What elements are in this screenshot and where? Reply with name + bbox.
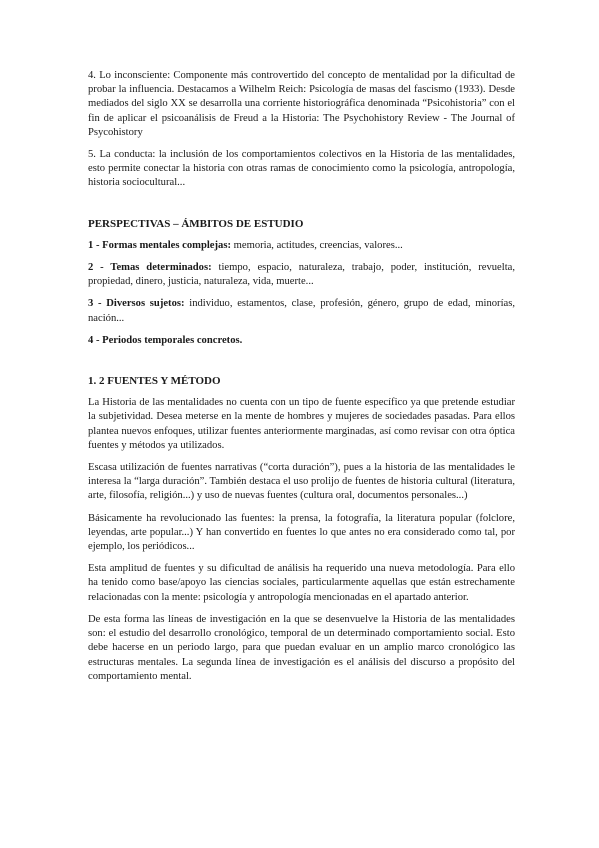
paragraph-fuentes-1: La Historia de las mentalidades no cuenta con un tipo de fuente específico ya que pretende estudiar la subjetividad. Desea meterse en la mente de hombres y mujeres de sociedades pasadas. Para ellos plantea nuevos enfoques, utilizar fuentes anteriormente marginadas, así como revisar con otra óptica fuentes y métodos ya utilizados.	[88, 397, 515, 451]
paragraph-inconsciente: 4. Lo inconsciente: Componente más controvertido del concepto de mentalidad por la dificultad de probar la influencia. Destacamos a Wilhelm Reich: Psicología de masas del fascismo (1933). Desde mediados del siglo XX se desarrolla una corriente historiográfica denominada “Psicohistoria” con el fin de aplicar el psicoanálisis de Freud a la Historia: The Psychohistory Review - The Journal of Psycohistory	[88, 70, 515, 138]
perspectiva-item-1	[88, 239, 515, 253]
section-heading-perspectivas: PERSPECTIVAS – ÁMBITOS DE ESTUDIO	[88, 217, 304, 230]
paragraph-conducta: 5. La conducta: la inclusión de los comportamientos colectivos en la Historia de las mentalidades, esto permite conectar la historia con otras ramas de conocimiento como la psicología, antropología, historia sociocultural...	[88, 149, 515, 189]
perspectiva-text: tiempo, espacio, naturaleza, trabajo, poder, institución, revuelta, propiedad, dinero, justicia, naturaleza, vida, muerte...	[88, 262, 515, 288]
paragraph-fuentes-4: Esta amplitud de fuentes y su dificultad de análisis ha requerido una nueva metodología. Para ello ha tenido como base/apoyo las ciencias sociales, particularmente aquellas que están estrechamente relacionadas con la mente: psicología y antropología mencionadas en el apartado anterior.	[88, 563, 515, 603]
paragraph-fuentes-5: De esta forma las líneas de investigación en la que se desenvuelve la Historia de las mentalidades son: el estudio del desarrollo cronológico, temporal de un determinado comportamiento social. Esto debe hacerse en un periodo largo, para que puedan evaluar en un amplio marco cronológico las estructuras mentales. La segunda línea de investigación es el análisis del discurso a propósito del comportamiento mental.	[88, 613, 515, 682]
perspectiva-label: 4 - Periodos temporales concretos.	[88, 334, 243, 346]
document-page	[88, 69, 515, 684]
perspectiva-item-4	[88, 334, 515, 348]
perspectiva-label: 3 - Diversos sujetos:	[88, 298, 185, 310]
section-heading-fuentes: 1. 2 FUENTES Y MÉTODO	[88, 375, 221, 388]
perspectiva-text: memoria, actitudes, creencias, valores...	[230, 239, 403, 251]
perspectiva-label: 2 - Temas determinados:	[88, 262, 212, 274]
perspectiva-item-2	[88, 261, 515, 289]
perspectiva-text: individuo, estamentos, clase, profesión, género, grupo de edad, minorías, nación...	[88, 298, 515, 324]
perspectiva-label: 1 - Formas mentales complejas:	[88, 239, 231, 251]
paragraph-fuentes-2: Escasa utilización de fuentes narrativas (“corta duración”), pues a la historia de las mentalidades le interesa la “larga duración”. También destaca el uso prolijo de fuentes de historia cultural (literatura, arte, filosofía, religión...) y uso de nuevas fuentes (cultura oral, documentos personales...)	[88, 462, 515, 502]
perspectiva-item-3	[88, 297, 515, 325]
paragraph-fuentes-3: Básicamente ha revolucionado las fuentes: la prensa, la fotografía, la literatura popular (folclore, leyendas, arte popular...) Y han convertido en fuentes lo que antes no era considerado como tal, por ejemplo, los periódicos...	[88, 512, 515, 553]
